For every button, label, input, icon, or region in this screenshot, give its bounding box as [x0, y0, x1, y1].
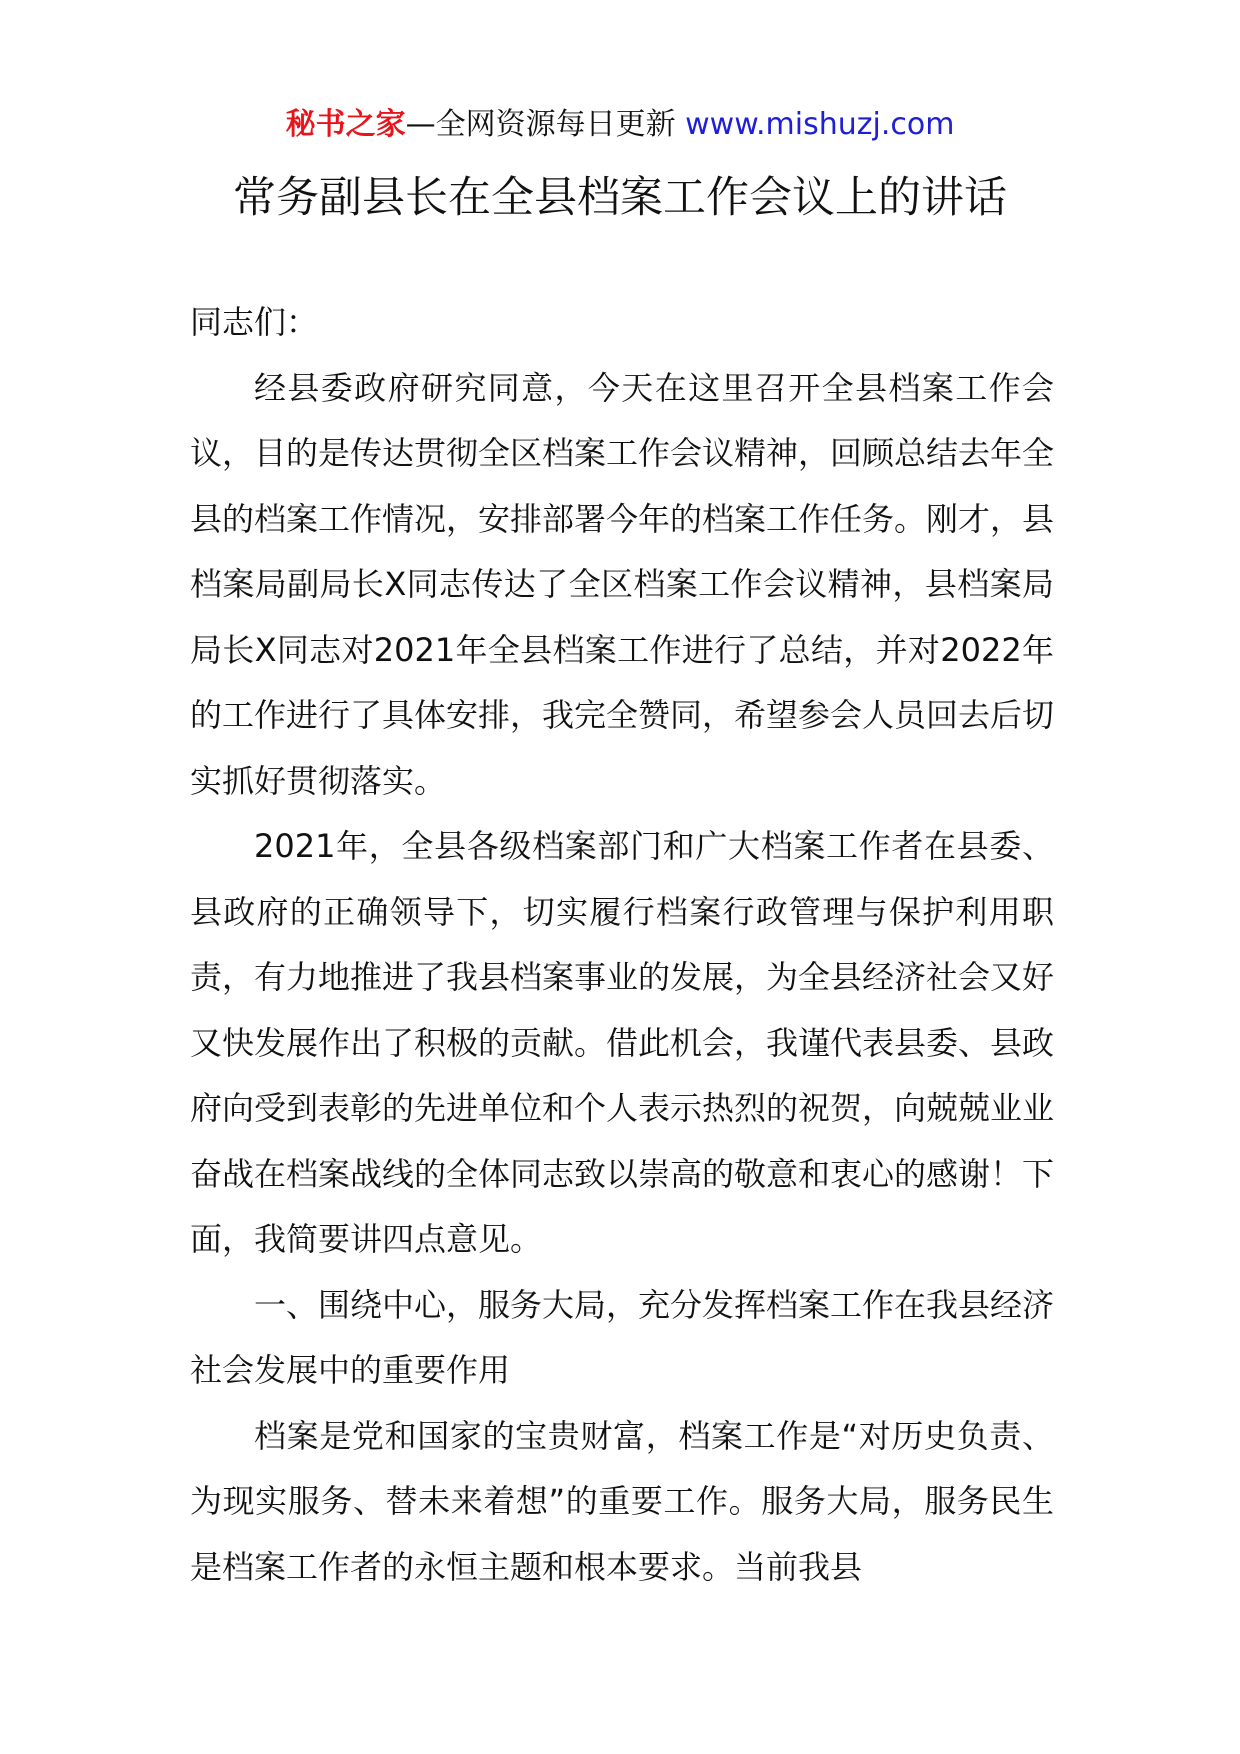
paragraph-section-1: 档案是党和国家的宝贵财富，档案工作是“对历史负责、为现实服务、替未来着想”的重要工作。服务大局，服务民生是档案工作者的永恒主题和根本要求。当前我县 [190, 1416, 1054, 1586]
banner-tagline: —全网资源每日更新 [405, 107, 676, 142]
section-heading-1: 一、围绕中心，服务大局，充分发挥档案工作在我县经济社会发展中的重要作用 [190, 1285, 1055, 1389]
document-title: 常务副县长在全县档案工作会议上的讲话 [233, 173, 1007, 223]
document-body [190, 290, 1054, 1600]
paragraph-review: 2021年，全县各级档案部门和广大档案工作者在县委、县政府的正确领导下，切实履行档案行政管理与保护利用职责，有力地推进了我县档案事业的发展，为全县经济社会又好又快发展作出了积极的贡献。借此机会，我谨代表县委、县政府向受到表彰的先进单位和个人表示热烈的祝贺，向兢兢业业奋战在档案战线的全体同志致以崇高的敬意和衷心的感谢！下面，我简要讲四点意见。 [190, 827, 1055, 1258]
salutation: 同志们： [190, 303, 319, 341]
site-banner [0, 100, 1240, 150]
site-url-link[interactable]: www.mishuzj.com [685, 107, 955, 142]
brand-name: 秘书之家 [285, 107, 406, 142]
paragraph-intro: 经县委政府研究同意，今天在这里召开全县档案工作会议，目的是传达贯彻全区档案工作会议精神，回顾总结去年全县的档案工作情况，安排部署今年的档案工作任务。刚才，县档案局副局长X同志传达了全区档案工作会议精神，县档案局局长X同志对2021年全县档案工作进行了总结，并对2022年的工作进行了具体安排，我完全赞同，希望参会人员回去后切实抓好贯彻落实。 [190, 368, 1055, 800]
